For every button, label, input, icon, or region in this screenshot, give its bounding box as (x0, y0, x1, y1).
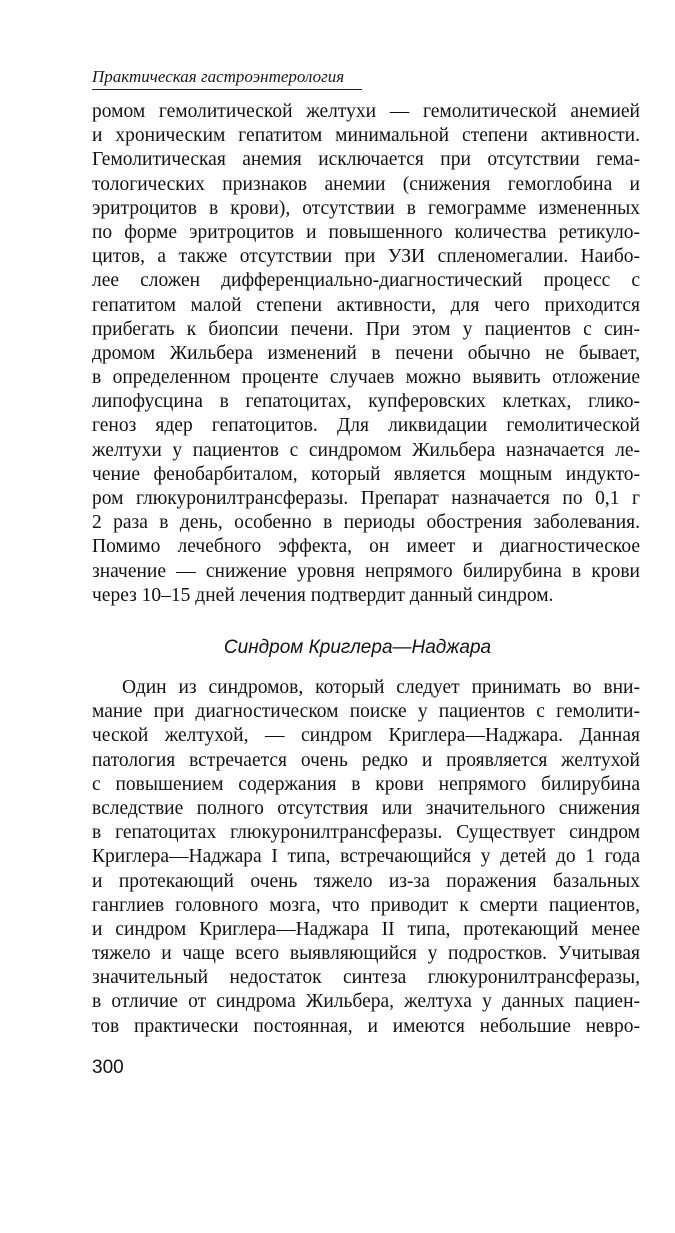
text-line: ганглиев головного мозга, что приводит к смерти пациентов, (92, 894, 640, 916)
text-line: эритроцитов в крови), отсутствии в гемограмме измененных (92, 197, 640, 219)
text-line: Один из синдромов, который следует принимать во вни- (122, 677, 640, 698)
paragraph-kriegler-najjar (92, 676, 640, 1039)
text-line: ром глюкуронилтрансферазы. Препарат назначается по 0,1 г (92, 488, 640, 509)
text-line: желтухи у пациентов с синдромом Жильбера назначается ле- (92, 439, 640, 461)
text-line: прибегать к биопсии печени. При этом у пациентов с син- (92, 318, 640, 340)
text-line: тологических признаков анемии (снижения гемоглобина и (92, 173, 640, 195)
text-line: значительный недостаток синтеза глюкуронилтрансферазы, (92, 967, 640, 989)
text-line: ческой желтухой, — синдром Криглера—Наджара. Данная (92, 725, 640, 747)
section-heading: Синдром Криглера—Наджара (223, 637, 492, 658)
text-line: с повышением содержания в крови непрямого билирубина (92, 773, 640, 795)
text-line: Криглера—Наджара I типа, встречающийся у детей до 1 года (92, 846, 640, 868)
text-line: патология встречается очень редко и проявляется желтухой (92, 749, 640, 771)
text-line: гепатитом малой степени активности, для чего приходится (92, 294, 640, 316)
text-line: Гемолитическая анемия исключается при отсутствии гема- (92, 149, 640, 171)
text-line: липофусцина в гепатоцитах, купферовских клетках, глико- (92, 391, 640, 413)
text-line: Помимо лечебного эффекта, он имеет и диагностическое (92, 536, 640, 558)
text-line: значение — снижение уровня непрямого билирубина в крови (92, 560, 640, 582)
page-number: 300 (92, 1057, 124, 1078)
text-line: и протекающий очень тяжело из-за поражения базальных (92, 870, 640, 892)
text-line: чение фенобарбиталом, который является мощным индукто- (92, 463, 640, 485)
running-header: Практическая гастроэнтерология (92, 66, 362, 90)
text-line: и синдром Криглера—Наджара II типа, протекающий менее (92, 918, 640, 940)
text-line: мание при диагностическом поиске у пациентов с гемолити- (92, 701, 640, 723)
text-line: лее сложен дифференциально-диагностический процесс с (92, 270, 640, 292)
text-line: тяжело и чаще всего выявляющийся у подростков. Учитывая (92, 943, 640, 965)
text-line: в отличие от синдрома Жильбера, желтуха у данных пациен- (92, 991, 640, 1013)
text-line: тов практически постоянная, и имеются небольшие невро- (92, 1015, 640, 1037)
text-line: 2 раза в день, особенно в периоды обострения заболевания. (92, 512, 640, 534)
paragraph-continuation (92, 100, 640, 608)
text-line: в гепатоцитах глюкуронилтрансферазы. Существует синдром (92, 822, 640, 844)
text-line: вследствие полного отсутствия или значительного снижения (92, 797, 640, 819)
text-line: дромом Жильбера изменений в печени обычно не бывает, (92, 342, 640, 364)
text-line: и хроническим гепатитом минимальной степени активности. (92, 125, 640, 147)
text-line: в определенном проценте случаев можно выявить отложение (92, 367, 640, 389)
text-line: через 10–15 дней лечения подтвердит данный синдром. (92, 584, 554, 606)
text-line: геноз ядер гепатоцитов. Для ликвидации гемолитической (92, 415, 640, 437)
text-line: по форме эритроцитов и повышенного количества ретикуло- (92, 221, 640, 243)
text-line: цитов, а также отсутствии при УЗИ спленомегалии. Наибо- (92, 246, 640, 268)
text-line: ромом гемолитической желтухи — гемолитической анемией (92, 101, 640, 122)
